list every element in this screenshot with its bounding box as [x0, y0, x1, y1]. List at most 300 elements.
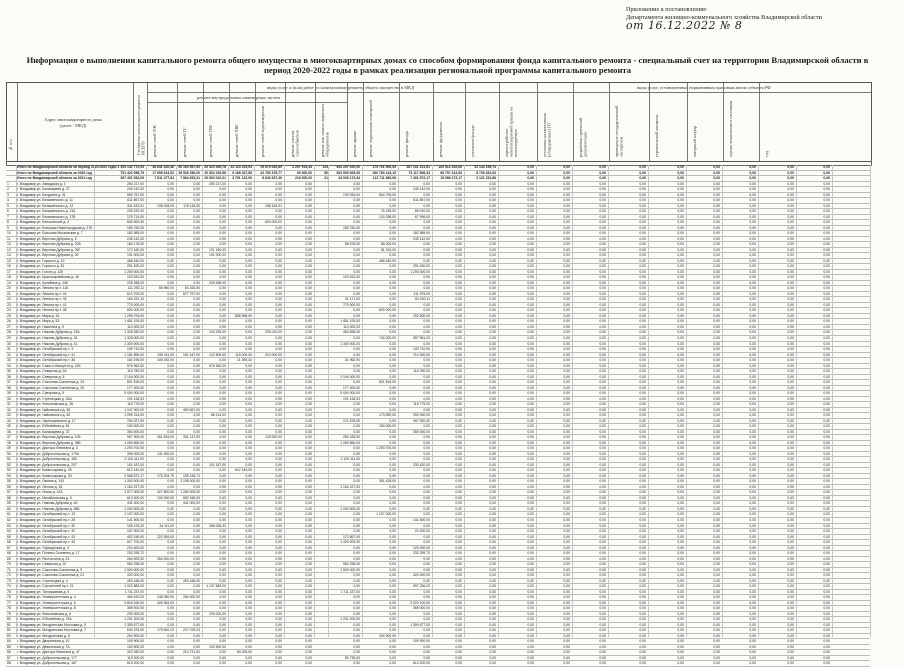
cell-c12: 0,00 — [489, 385, 496, 390]
table-grid-line — [146, 165, 147, 637]
cell-c4: 0,00 — [245, 396, 252, 401]
cell-c11: 0,00 — [455, 181, 462, 186]
cell-zero: 0,00 — [787, 374, 794, 379]
cell-zero: 0,00 — [749, 402, 756, 407]
cell-zero: 0,00 — [823, 633, 830, 638]
row-number: 42 — [7, 407, 11, 412]
cell-zero: 0,00 — [823, 363, 830, 368]
cell-c8: 0,00 — [353, 214, 360, 219]
cell-zero: 0,00 — [713, 220, 720, 225]
cell-c6: 0,00 — [305, 468, 312, 473]
cell-c12: 0,00 — [489, 236, 496, 241]
cell-zero: 0,00 — [527, 374, 534, 379]
cell-zero: 0,00 — [713, 347, 720, 352]
cell-c6: 216 000,00 — [295, 176, 312, 181]
cell-zero: 0,00 — [713, 308, 720, 313]
cell-zero: 0,00 — [599, 446, 606, 451]
cell-c3: 20 802 316,56 — [204, 170, 226, 175]
cell-c9: 0,00 — [389, 363, 396, 368]
cell-c5: 29 679 052,89 — [260, 165, 282, 169]
row-address: Итого по Владимирской области за 2021 год — [17, 176, 92, 181]
cell-c9: 0,00 — [389, 501, 396, 506]
cell-c9: 0,00 — [389, 313, 396, 318]
cell-zero: 0,00 — [639, 286, 646, 291]
cell-zero: 0,00 — [563, 176, 570, 181]
cell-c10: 0,00 — [423, 280, 430, 285]
cell-c12: 0,00 — [489, 446, 496, 451]
cell-zero: 0,00 — [527, 247, 534, 252]
cell-c6: 0,00 — [305, 391, 312, 396]
cell-zero: 0,00 — [563, 231, 570, 236]
cell-zero: 0,00 — [677, 578, 684, 583]
cell-c10: 0,00 — [423, 275, 430, 280]
cell-zero: 0,00 — [639, 324, 646, 329]
cell-zero: 0,00 — [823, 198, 830, 203]
cell-zero: 0,00 — [823, 589, 830, 594]
cell-zero: 0,00 — [823, 264, 830, 269]
cell-c12: 0,00 — [489, 391, 496, 396]
cell-c11: 0,00 — [455, 302, 462, 307]
cell-c4: 0,00 — [245, 534, 252, 539]
cell-total: 322 260,00 — [127, 650, 144, 655]
cell-zero: 0,00 — [677, 264, 684, 269]
cell-total: 1 326 940,00 — [124, 330, 144, 335]
cell-c9: 0,00 — [389, 584, 396, 589]
cell-zero: 0,00 — [639, 225, 646, 230]
cell-zero: 0,00 — [823, 501, 830, 506]
cell-c9: 76 199,00 — [380, 209, 396, 214]
cell-zero: 0,00 — [823, 622, 830, 627]
cell-c8: 0,00 — [353, 203, 360, 208]
cell-c3: 0,00 — [219, 264, 226, 269]
cell-zero: 0,00 — [713, 335, 720, 340]
cell-total: 172 160,00 — [127, 247, 144, 252]
row-address: г. Владимир ул. Чайковского д. 36 — [17, 407, 71, 412]
cell-c12: 22 144 199,74 — [474, 165, 496, 169]
cell-zero: 0,00 — [677, 595, 684, 600]
row-number: 44 — [7, 418, 11, 423]
cell-c12: 0,00 — [489, 225, 496, 230]
cell-zero: 0,00 — [787, 628, 794, 633]
cell-zero: 0,00 — [527, 556, 534, 561]
cell-c4: 0,00 — [245, 584, 252, 589]
cell-c4: 0,00 — [245, 247, 252, 252]
cell-c10: 0,00 — [423, 468, 430, 473]
cell-c5: 0,00 — [275, 297, 282, 302]
cell-c12: 0,00 — [489, 628, 496, 633]
cell-c1: 0,00 — [167, 506, 174, 511]
cell-c3: 0,00 — [219, 313, 226, 318]
header-col-label: ремонт систем газоснабжения — [290, 130, 300, 157]
cell-c2: 3 108 000,00 — [180, 479, 200, 484]
cell-total: 141 500,00 — [127, 518, 144, 522]
row-address: г. Владимир ул. Красноармейская д. 46 — [17, 275, 79, 280]
table-grid-line — [254, 165, 255, 637]
cell-c3: 0,00 — [219, 473, 226, 478]
cell-zero: 0,00 — [787, 606, 794, 611]
cell-zero: 0,00 — [787, 264, 794, 269]
cell-zero: 0,00 — [787, 473, 794, 478]
cell-c11: 0,00 — [455, 495, 462, 500]
cell-c11: 0,00 — [455, 418, 462, 423]
cell-c6: 0,00 — [305, 595, 312, 600]
cell-zero: 0,00 — [639, 308, 646, 313]
cell-zero: 0,00 — [713, 286, 720, 291]
cell-zero: 0,00 — [563, 413, 570, 418]
cell-c9: 0,00 — [389, 490, 396, 495]
cell-c3: 0,00 — [219, 556, 226, 561]
cell-total: 1 300 000,00 — [124, 341, 144, 346]
cell-c4: 0,00 — [245, 220, 252, 225]
cell-c8: 0,00 — [353, 269, 360, 274]
cell-zero: 0,00 — [563, 462, 570, 467]
cell-c4: 21 393,42 — [236, 358, 252, 363]
cell-c2: 0,00 — [193, 330, 200, 335]
cell-zero: 0,00 — [749, 518, 756, 522]
cell-zero: 0,00 — [787, 418, 794, 423]
cell-c10: 0,00 — [423, 506, 430, 511]
row-address: г. Владимир ул. Лихая д. 10А — [17, 490, 63, 495]
cell-zero: 0,00 — [787, 600, 794, 605]
cell-zero: 0,00 — [749, 633, 756, 638]
cell-zero: 0,00 — [639, 424, 646, 429]
cell-zero: 0,00 — [639, 440, 646, 445]
cell-c6: 0,00 — [305, 369, 312, 374]
cell-zero: 0,00 — [713, 413, 720, 418]
cell-c4: 0,00 — [245, 473, 252, 478]
cell-zero: 0,00 — [713, 242, 720, 247]
cell-c4: 0,00 — [245, 198, 252, 203]
cell-c11: 0,00 — [455, 308, 462, 313]
cell-zero: 0,00 — [639, 446, 646, 451]
cell-c9: 0,00 — [389, 551, 396, 556]
cell-zero: 0,00 — [599, 192, 606, 197]
cell-c2: 0,00 — [193, 319, 200, 324]
cell-c4: 0,00 — [245, 523, 252, 528]
cell-zero: 0,00 — [639, 407, 646, 412]
row-number: 67 — [7, 545, 11, 550]
cell-c8: 0,00 — [353, 573, 360, 578]
cell-c2: 0,00 — [193, 242, 200, 247]
cell-c4: 0,00 — [245, 512, 252, 517]
cell-c5: 8 643 337,40 — [262, 176, 282, 181]
cell-c8: 0,00 — [353, 551, 360, 556]
cell-c11: 0,00 — [455, 280, 462, 285]
cell-zero: 0,00 — [527, 407, 534, 412]
row-address: г. Владимир ул. Октябрьский пр-т. 43 — [17, 534, 75, 539]
cell-c2: 0,00 — [193, 589, 200, 594]
cell-c12: 0,00 — [489, 335, 496, 340]
cell-zero: 0,00 — [563, 324, 570, 329]
cell-total: 350 000,00 — [127, 429, 144, 434]
cell-zero: 0,00 — [713, 225, 720, 230]
cell-zero: 0,00 — [599, 231, 606, 236]
cell-zero: 0,00 — [749, 308, 756, 313]
row-address: г. Владимир ул. Никитина д. 9 — [17, 324, 64, 329]
cell-c8: 0,00 — [353, 429, 360, 434]
cell-c11: 0,00 — [455, 490, 462, 495]
cell-zero: 0,00 — [599, 253, 606, 258]
cell-c6: 0,00 — [305, 352, 312, 357]
cell-c8: 1 164 227,00 — [340, 484, 360, 489]
row-address: г. Владимир ул. Верхняя Дуброва д. 10Б — [17, 435, 81, 440]
header-col-divider — [229, 83, 230, 161]
row-address: г. Владимир ул. Нижняя Дуброва д. 48Б — [17, 506, 80, 511]
cell-c2: 0,00 — [193, 264, 200, 269]
cell-c11: 0,00 — [455, 584, 462, 589]
cell-zero: 0,00 — [823, 374, 830, 379]
cell-c9: 175 701 900,53 — [372, 165, 396, 169]
cell-zero: 0,00 — [749, 529, 756, 534]
cell-zero: 0,00 — [677, 446, 684, 451]
header-col-divider — [285, 83, 286, 161]
cell-zero: 0,00 — [563, 187, 570, 192]
row-number: 5 — [7, 203, 9, 208]
cell-zero: 0,00 — [639, 203, 646, 208]
cell-c2: 0,00 — [193, 523, 200, 528]
cell-c2: 0,00 — [193, 324, 200, 329]
cell-zero: 0,00 — [639, 385, 646, 390]
header-col-divider — [649, 83, 650, 161]
cell-zero: 0,00 — [749, 347, 756, 352]
cell-zero: 0,00 — [787, 192, 794, 197]
cell-c12: 0,00 — [489, 435, 496, 440]
row-number: 86 — [7, 650, 11, 655]
cell-zero: 0,00 — [713, 655, 720, 660]
row-address: г. Владимир ул. Октябрьский пр-т. 32 — [17, 529, 75, 534]
cell-zero: 0,00 — [713, 490, 720, 495]
cell-c5: 0,00 — [275, 363, 282, 368]
cell-c8: 0,00 — [353, 556, 360, 561]
cell-zero: 0,00 — [527, 242, 534, 247]
cell-zero: 0,00 — [713, 611, 720, 616]
cell-zero: 0,00 — [527, 440, 534, 445]
cell-c2: 0,00 — [193, 236, 200, 241]
cell-c2: 0,00 — [193, 396, 200, 401]
cell-total: 1 047 000,00 — [124, 407, 144, 412]
cell-zero: 0,00 — [639, 523, 646, 528]
cell-zero: 0,00 — [563, 611, 570, 616]
cell-zero: 0,00 — [787, 639, 794, 644]
cell-zero: 0,00 — [749, 451, 756, 456]
cell-c8: 0,00 — [353, 347, 360, 352]
row-number: 73 — [7, 578, 11, 583]
cell-zero: 0,00 — [527, 198, 534, 203]
cell-c2: 0,00 — [193, 269, 200, 274]
cell-c8: 1 711 237,00 — [340, 589, 360, 594]
cell-zero: 0,00 — [713, 518, 720, 522]
cell-c5: 0,00 — [275, 589, 282, 594]
cell-c5: 0,00 — [275, 198, 282, 203]
cell-c6: 0,00 — [305, 628, 312, 633]
cell-c9: 0,00 — [389, 352, 396, 357]
cell-total: 1 577 300,00 — [124, 490, 144, 495]
cell-c5: 0,00 — [275, 209, 282, 214]
cell-c3: 0,00 — [219, 440, 226, 445]
cell-c11: 0,00 — [455, 650, 462, 655]
cell-c10: 0,00 — [423, 567, 430, 572]
cell-c9: 600 000,00 — [379, 308, 396, 313]
cell-c1: 108 318,00 — [157, 203, 174, 208]
cell-zero: 0,00 — [527, 396, 534, 401]
cell-c8: 0,00 — [353, 639, 360, 644]
cell-c12: 0,00 — [489, 462, 496, 467]
cell-c5: 0,00 — [275, 187, 282, 192]
cell-c12: 0,00 — [489, 589, 496, 594]
cell-c11: 0,00 — [455, 545, 462, 550]
cell-zero: 0,00 — [599, 518, 606, 522]
cell-zero: 0,00 — [563, 253, 570, 258]
cell-c6: 0,00 — [305, 225, 312, 230]
cell-c12: 0,00 — [489, 380, 496, 385]
cell-zero: 0,00 — [787, 523, 794, 528]
cell-zero: 0,00 — [563, 479, 570, 484]
data-table — [6, 165, 870, 667]
cell-c2: 7 864 833,31 — [180, 176, 200, 181]
cell-c9: 0,00 — [389, 661, 396, 666]
cell-zero: 0,00 — [713, 291, 720, 296]
cell-c10: 0,00 — [423, 490, 430, 495]
cell-c6: 0,00 — [305, 187, 312, 192]
cell-c11: 0,00 — [455, 358, 462, 363]
cell-zero: 0,00 — [677, 247, 684, 252]
cell-zero: 0,00 — [823, 341, 830, 346]
cell-c6: 0,00 — [305, 567, 312, 572]
cell-zero: 0,00 — [823, 551, 830, 556]
cell-zero: 0,00 — [749, 506, 756, 511]
cell-c1: 0,00 — [167, 209, 174, 214]
row-number: 66 — [7, 540, 11, 545]
cell-c6: 0,00 — [305, 253, 312, 258]
cell-c12: 0,00 — [489, 341, 496, 346]
row-address: г. Владимир ул. Горького д. 81 — [17, 264, 65, 269]
cell-c9: 120 298,00 — [379, 214, 396, 219]
cell-c8: 0,00 — [353, 473, 360, 478]
cell-c3: 576 962,00 — [209, 363, 226, 368]
cell-c1: 0,00 — [167, 424, 174, 429]
cell-c8: 0,00 — [353, 468, 360, 473]
cell-c1: 0,00 — [167, 302, 174, 307]
cell-zero: 0,00 — [749, 170, 756, 175]
cell-zero: 0,00 — [677, 584, 684, 589]
cell-c12: 0,00 — [489, 457, 496, 462]
cell-c9: 0,00 — [389, 484, 396, 489]
cell-c3: 0,00 — [219, 308, 226, 313]
cell-c11: 0,00 — [455, 231, 462, 236]
cell-c2: 0,00 — [193, 468, 200, 473]
cell-zero: 0,00 — [599, 495, 606, 500]
cell-c10: 0,00 — [423, 319, 430, 324]
cell-c2: 0,00 — [193, 457, 200, 462]
cell-c6: 0,00 — [305, 418, 312, 423]
table-grid-line — [94, 165, 95, 637]
cell-zero: 0,00 — [713, 600, 720, 605]
cell-c2: 0,00 — [193, 297, 200, 302]
cell-c1: 0,00 — [167, 529, 174, 534]
cell-c1: 222 926,00 — [157, 534, 174, 539]
cell-zero: 0,00 — [677, 440, 684, 445]
row-address: г. Владимир ул. Белоконской д. 4 — [17, 220, 70, 225]
cell-c6: 0,00 — [305, 220, 312, 225]
cell-zero: 0,00 — [599, 324, 606, 329]
cell-c3: 102 500,00 — [209, 644, 226, 649]
cell-c1: 0,00 — [167, 567, 174, 572]
cell-total: 164 221,10 — [127, 297, 144, 302]
cell-c6: 0,00 — [305, 341, 312, 346]
cell-c12: 0,00 — [489, 291, 496, 296]
cell-c6: 0,00 — [305, 209, 312, 214]
cell-c5: 0,00 — [275, 231, 282, 236]
cell-zero: 0,00 — [787, 551, 794, 556]
cell-zero: 0,00 — [527, 302, 534, 307]
cell-c6: 90 000,00 — [296, 170, 312, 175]
cell-zero: 0,00 — [787, 479, 794, 484]
cell-c3: 0,00 — [219, 402, 226, 407]
cell-c6: 0,00 — [305, 545, 312, 550]
cell-zero: 0,00 — [599, 644, 606, 649]
cell-c2: 0,00 — [193, 258, 200, 263]
cell-c4: 0,00 — [245, 258, 252, 263]
row-address: г. Владимир ул. Октябрьский пр-т. 3 — [17, 347, 74, 352]
cell-c4: 0,00 — [245, 214, 252, 219]
table-grid-line — [796, 165, 797, 637]
cell-c2: 0,00 — [193, 567, 200, 572]
cell-c1: 427 800,00 — [157, 490, 174, 495]
cell-c2: 26 526 280,00 — [178, 170, 200, 175]
cell-c11: 0,00 — [455, 639, 462, 644]
cell-c5: 0,00 — [275, 562, 282, 567]
cell-zero: 0,00 — [639, 578, 646, 583]
cell-c8: 363 509 005,06 — [336, 170, 360, 175]
cell-c3: 0,00 — [219, 534, 226, 539]
cell-c1: 0,00 — [167, 269, 174, 274]
row-number: 41 — [7, 402, 11, 407]
cell-zero: 0,00 — [713, 313, 720, 318]
cell-zero: 0,00 — [527, 413, 534, 418]
cell-c5: 0,00 — [275, 518, 282, 522]
cell-c9: 0,00 — [389, 236, 396, 241]
cell-c2: 0,00 — [193, 562, 200, 567]
cell-c1: 0,00 — [167, 297, 174, 302]
cell-c4: 0,00 — [245, 495, 252, 500]
cell-zero: 0,00 — [713, 297, 720, 302]
cell-zero: 0,00 — [527, 358, 534, 363]
cell-zero: 0,00 — [677, 650, 684, 655]
cell-c9: 0,00 — [389, 187, 396, 192]
cell-c8: 0,00 — [353, 650, 360, 655]
cell-c6: 0,00 — [305, 181, 312, 186]
cell-c3: 0,00 — [219, 269, 226, 274]
cell-c1: 0,00 — [167, 363, 174, 368]
cell-c4: 0,00 — [245, 308, 252, 313]
cell-zero: 0,00 — [527, 220, 534, 225]
cell-zero: 0,00 — [599, 418, 606, 423]
cell-zero: 0,00 — [749, 352, 756, 357]
cell-c3: 0,00 — [219, 347, 226, 352]
cell-c9: 0,00 — [389, 324, 396, 329]
cell-c6: 0,00 — [305, 396, 312, 401]
cell-c8: 172 867,00 — [343, 534, 360, 539]
cell-c10: 120 000,00 — [413, 545, 430, 550]
cell-zero: 0,00 — [527, 258, 534, 263]
table-grid-line — [314, 165, 315, 637]
cell-zero: 0,00 — [713, 192, 720, 197]
cell-zero: 0,00 — [563, 402, 570, 407]
cell-zero: 0,00 — [527, 385, 534, 390]
cell-zero: 0,00 — [677, 606, 684, 611]
cell-c12: 0,00 — [489, 650, 496, 655]
cell-zero: 0,00 — [563, 424, 570, 429]
